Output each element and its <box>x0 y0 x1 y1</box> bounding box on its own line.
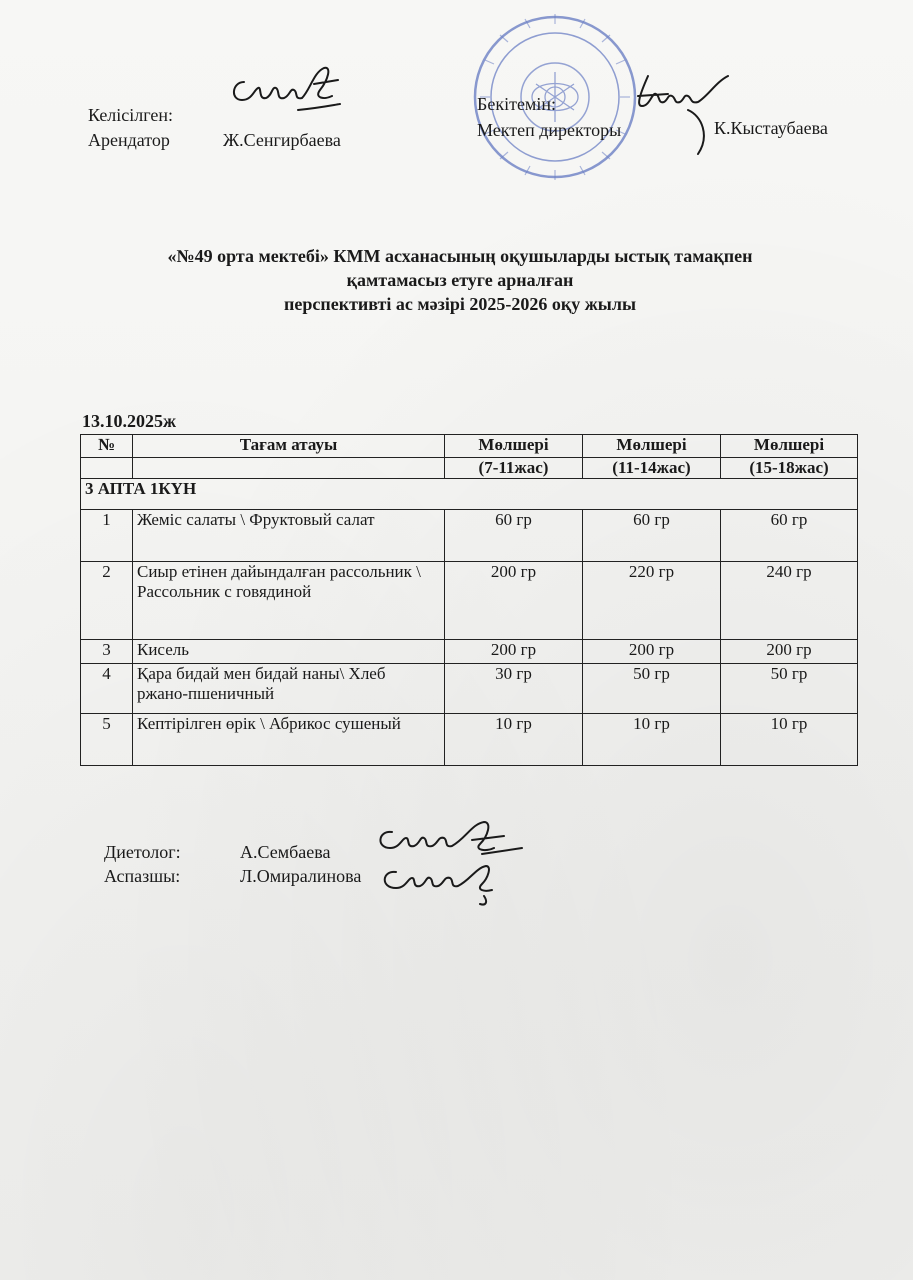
row-qty-2: 220 гр <box>583 562 721 640</box>
age-group-3: (15-18жас) <box>721 458 858 479</box>
header-qty-1: Мөлшері <box>445 435 583 458</box>
row-qty-3: 240 гр <box>721 562 858 640</box>
age-group-1: (7-11жас) <box>445 458 583 479</box>
header-number: № <box>81 435 133 458</box>
header-dish-name: Тағам атауы <box>133 435 445 458</box>
row-qty-2: 50 гр <box>583 664 721 714</box>
age-blank-1 <box>81 458 133 479</box>
approve-role: Мектеп директоры <box>477 120 622 140</box>
table-row <box>81 510 858 562</box>
signature-director <box>628 66 738 156</box>
menu-table <box>80 434 858 766</box>
row-qty-1: 60 гр <box>445 510 583 562</box>
row-number: 4 <box>81 664 133 714</box>
row-qty-3: 60 гр <box>721 510 858 562</box>
table-row <box>81 640 858 664</box>
signature-arendator <box>228 60 348 130</box>
row-dish-name: Сиыр етінен дайындалған рассольник \ Рассольник с говядиной <box>133 562 445 640</box>
row-qty-3: 200 гр <box>721 640 858 664</box>
table-row <box>81 562 858 640</box>
table-row <box>81 714 858 766</box>
agreed-name: Ж.Сенгирбаева <box>223 130 341 150</box>
row-qty-2: 10 гр <box>583 714 721 766</box>
signature-dietolog-and-cook <box>372 818 532 906</box>
menu-title-line2: қамтамасыз етуге арналған <box>346 270 574 290</box>
menu-title-line3: перспективті ас мәзірі 2025-2026 оқу жылы <box>283 294 637 314</box>
header-qty-2: Мөлшері <box>583 435 721 458</box>
age-blank-2 <box>133 458 445 479</box>
approve-name: К.Кыстаубаева <box>714 118 828 138</box>
row-number: 2 <box>81 562 133 640</box>
row-qty-3: 10 гр <box>721 714 858 766</box>
dietolog-name: А.Сембаева <box>240 842 331 862</box>
dietolog-label: Диетолог: <box>104 842 181 862</box>
row-number: 5 <box>81 714 133 766</box>
row-number: 1 <box>81 510 133 562</box>
table-header-row <box>81 435 858 458</box>
agreed-label: Келісілген: <box>88 105 174 125</box>
table-row <box>81 664 858 714</box>
row-qty-2: 60 гр <box>583 510 721 562</box>
cook-name: Л.Омиралинова <box>240 866 362 886</box>
agreed-role: Арендатор <box>88 130 170 150</box>
approve-label: Бекітемін: <box>477 94 556 114</box>
week-day-label: 3 АПТА 1КҮН <box>81 479 858 510</box>
table-section-row <box>81 479 858 510</box>
age-group-2: (11-14жас) <box>583 458 721 479</box>
header-qty-3: Мөлшері <box>721 435 858 458</box>
menu-title-line1: «№49 орта мектебі» КММ асханасының оқушыларды ыстық тамақпен <box>167 246 753 266</box>
row-dish-name: Кептірілген өрік \ Абрикос сушеный <box>133 714 445 766</box>
row-qty-2: 200 гр <box>583 640 721 664</box>
row-number: 3 <box>81 640 133 664</box>
row-qty-1: 200 гр <box>445 562 583 640</box>
row-qty-1: 10 гр <box>445 714 583 766</box>
row-qty-1: 200 гр <box>445 640 583 664</box>
cook-label: Аспазшы: <box>104 866 181 886</box>
row-qty-3: 50 гр <box>721 664 858 714</box>
table-age-row <box>81 458 858 479</box>
row-dish-name: Жеміс салаты \ Фруктовый салат <box>133 510 445 562</box>
row-dish-name: Кисель <box>133 640 445 664</box>
row-dish-name: Қара бидай мен бидай наны\ Хлеб ржано-пшеничный <box>133 664 445 714</box>
menu-date: 13.10.2025ж <box>82 411 177 431</box>
row-qty-1: 30 гр <box>445 664 583 714</box>
